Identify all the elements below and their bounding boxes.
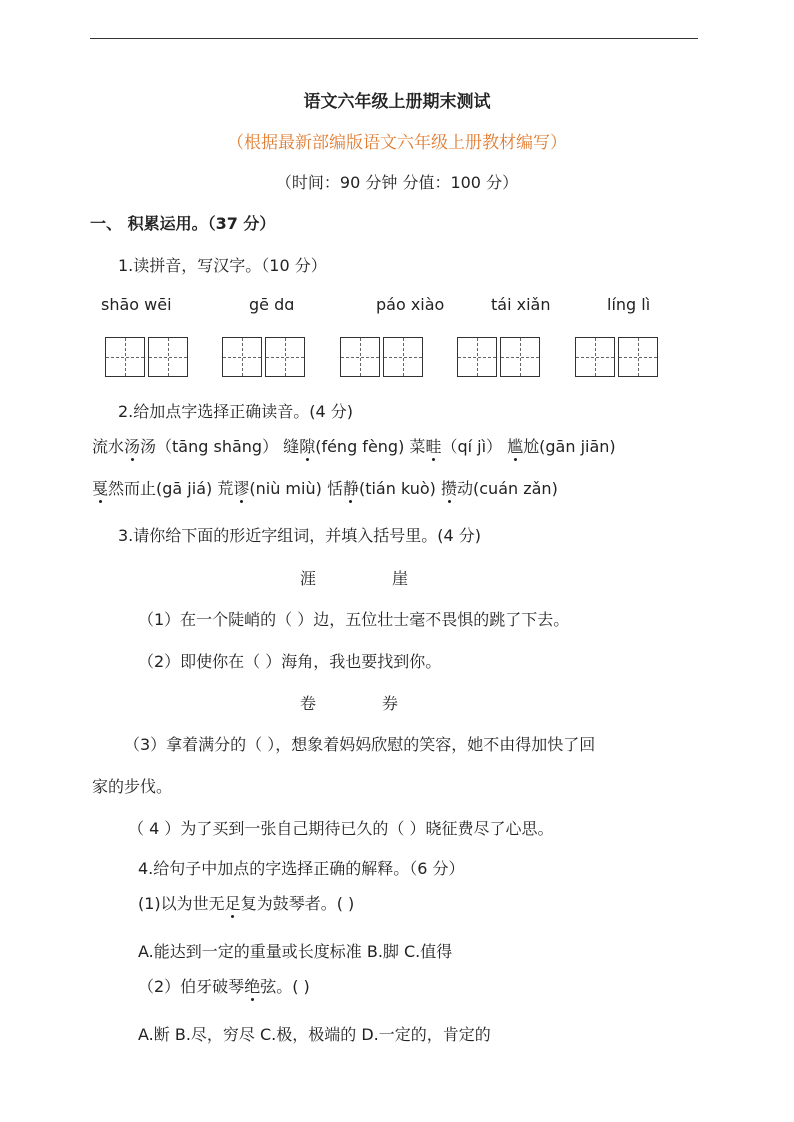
exam-meta: （时间：90 分钟 分值：100 分） — [275, 173, 519, 192]
grid-cell[interactable] — [222, 337, 262, 377]
grid-cell[interactable] — [575, 337, 615, 377]
grid-cell[interactable] — [265, 337, 305, 377]
pinyin-5: líng lì — [607, 295, 651, 314]
q1-prompt: 1.读拼音，写汉字。（10 分） — [118, 256, 327, 275]
q4-options-2: A.断 B.尽，穷尽 C.极，极端的 D.一定的，肯定的 — [138, 1025, 491, 1044]
grid-cell[interactable] — [457, 337, 497, 377]
q4-sentence-1: (1)以为世无足复为鼓琴者。( ) — [138, 891, 354, 914]
writing-grid-1[interactable] — [105, 337, 191, 377]
q4-sentence-2: （2）伯牙破琴绝弦。( ) — [138, 974, 310, 997]
pinyin-4: tái xiǎn — [491, 295, 551, 314]
q2-line-2 — [92, 476, 558, 499]
q2-item-g: 恬静(tián kuò) — [327, 479, 436, 498]
grid-cell[interactable] — [148, 337, 188, 377]
q3-char-a: 涯 — [300, 569, 317, 588]
writing-grid-3[interactable] — [340, 337, 426, 377]
q3-char-b: 崖 — [392, 569, 409, 588]
q2-line-1 — [92, 434, 616, 457]
writing-grid-4[interactable] — [457, 337, 543, 377]
q2-item-h: 攒动(cuán zǎn) — [441, 479, 558, 498]
q2-item-b: 缝隙(féng fèng) — [283, 437, 404, 456]
top-rule — [90, 38, 698, 39]
writing-grid-2[interactable] — [222, 337, 308, 377]
q2-item-c: 菜畦（qí jì） — [409, 437, 502, 456]
q3-sentence-1: （1）在一个陡峭的（ ）边，五位壮士毫不畏惧的跳了下去。 — [138, 610, 570, 629]
q2-item-e: 戛然而止(gā jiá) — [92, 479, 212, 498]
q3-sentence-4: （ 4 ）为了买到一张自己期待已久的（ ）晓征费尽了心思。 — [128, 819, 554, 838]
q2-item-d: 尴尬(gān jiān) — [507, 437, 616, 456]
pinyin-1: shāo wēi — [101, 295, 172, 314]
writing-grid-5[interactable] — [575, 337, 661, 377]
q3-prompt: 3.请你给下面的形近字组词，并填入括号里。(4 分) — [118, 526, 482, 545]
q3-sentence-2: （2）即使你在（ ）海角，我也要找到你。 — [138, 652, 442, 671]
q4-options-1: A.能达到一定的重量或长度标准 B.脚 C.值得 — [138, 942, 453, 961]
q4-prompt: 4.给句子中加点的字选择正确的解释。（6 分） — [138, 859, 465, 878]
grid-cell[interactable] — [105, 337, 145, 377]
section-heading: 一、 积累运用。（37 分） — [90, 214, 276, 233]
q3-char-d: 券 — [382, 694, 399, 713]
q3-sentence-3: （3）拿着满分的（ ），想象着妈妈欣慰的笑容，她不由得加快了回 — [124, 735, 596, 754]
grid-cell[interactable] — [340, 337, 380, 377]
page-subtitle: （根据最新部编版语文六年级上册教材编写） — [227, 133, 567, 153]
q2-item-a: 流水汤汤（tāng shāng） — [92, 437, 278, 456]
q2-item-f: 荒谬(niù miù) — [217, 479, 322, 498]
pinyin-3: páo xiào — [376, 295, 445, 314]
grid-cell[interactable] — [618, 337, 658, 377]
grid-cell[interactable] — [500, 337, 540, 377]
q3-char-c: 卷 — [300, 694, 317, 713]
q2-prompt: 2.给加点字选择正确读音。(4 分) — [118, 402, 354, 421]
pinyin-2: gē dɑ — [249, 295, 295, 314]
q3-sentence-3-cont: 家的步伐。 — [92, 777, 173, 796]
page-title: 语文六年级上册期末测试 — [303, 92, 491, 112]
grid-cell[interactable] — [383, 337, 423, 377]
